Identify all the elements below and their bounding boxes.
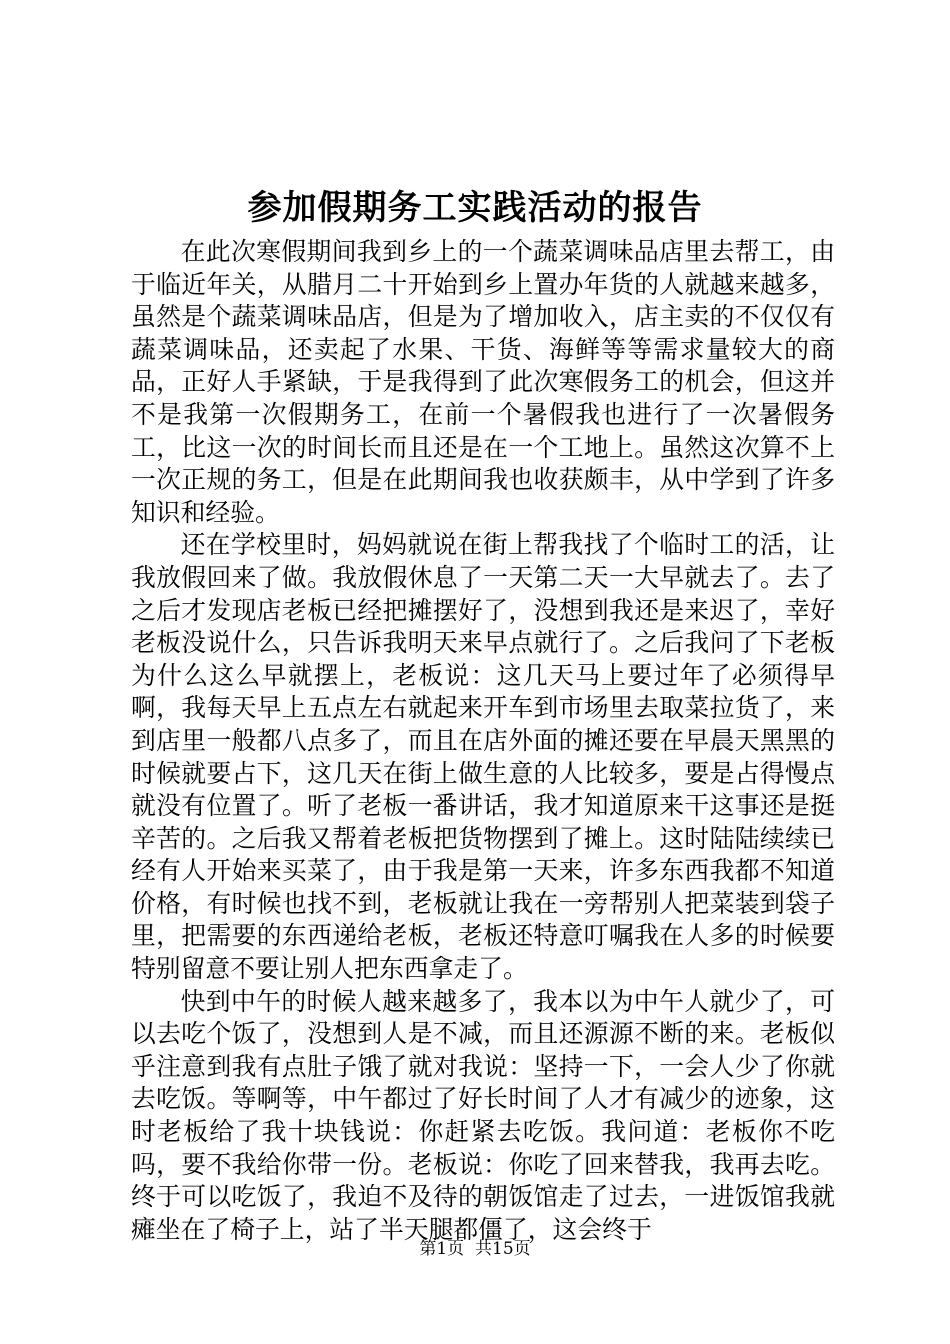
page-total: 共15页 xyxy=(475,1239,531,1259)
paragraph-1: 在此次寒假期间我到乡上的一个蔬菜调味品店里去帮工，由于临近年关，从腊月二十开始到乡上置办年货的人就越来越多，虽然是个蔬菜调味品店，但是为了增加收入，店主卖的不仅仅有蔬菜调味品，还卖起了水果、干货、海鲜等等需求量较大的商品，正好人手紧缺，于是我得到了此次寒假务工的机会，但这并不是我第一次假期务工，在前一个暑假我也进行了一次暑假务工，比这一次的时间长而且还是在一个工地上。虽然这次算不上一次正规的务工，但是在此期间我也收获颇丰，从中学到了许多知识和经验。 xyxy=(131,237,835,527)
page-footer xyxy=(0,1237,950,1261)
document-body xyxy=(131,236,835,1246)
paragraph-3: 快到中午的时候人越来越多了，我本以为中午人就少了，可以去吃个饭了，没想到人是不减，而且还源源不断的来。老板似乎注意到我有点肚子饿了就对我说：坚持一下，一会人少了你就去吃饭。等啊等，中午都过了好长时间了人才有减少的迹象，这时老板给了我十块钱说：你赶紧去吃饭。我问道：老板你不吃吗，要不我给你带一份。老板说：你吃了回来替我，我再去吃。终于可以吃饭了，我迫不及待的朝饭馆走了过去，一进饭馆我就瘫坐在了椅子上，站了半天腿都僵了，这会终于 xyxy=(131,986,835,1244)
page-number: 第1页 xyxy=(419,1239,465,1259)
document-title: 参加假期务工实践活动的报告 xyxy=(247,188,703,228)
paragraph-2: 还在学校里时，妈妈就说在街上帮我找了个临时工的活，让我放假回来了做。我放假休息了一天第二天一大早就去了。去了之后才发现店老板已经把摊摆好了，没想到我还是来迟了，幸好老板没说什么，只告诉我明天来早点就行了。之后我问了下老板为什么这么早就摆上，老板说：这几天马上要过年了必须得早啊，我每天早上五点左右就起来开车到市场里去取菜拉货了，来到店里一般都八点多了，而且在店外面的摊还要在早晨天黑黑的时候就要占下，这几天在街上做生意的人比较多，要是占得慢点就没有位置了。听了老板一番讲话，我才知道原来干这事还是挺辛苦的。之后我又帮着老板把货物摆到了摊上。这时陆陆续续已经有人开始来买菜了，由于我是第一天来，许多东西我都不知道价格，有时候也找不到，老板就让我在一旁帮别人把菜装到袋子里，把需要的东西递给老板，老板还特意叮嘱我在人多的时候要特别留意不要让别人把东西拿走了。 xyxy=(131,530,835,984)
